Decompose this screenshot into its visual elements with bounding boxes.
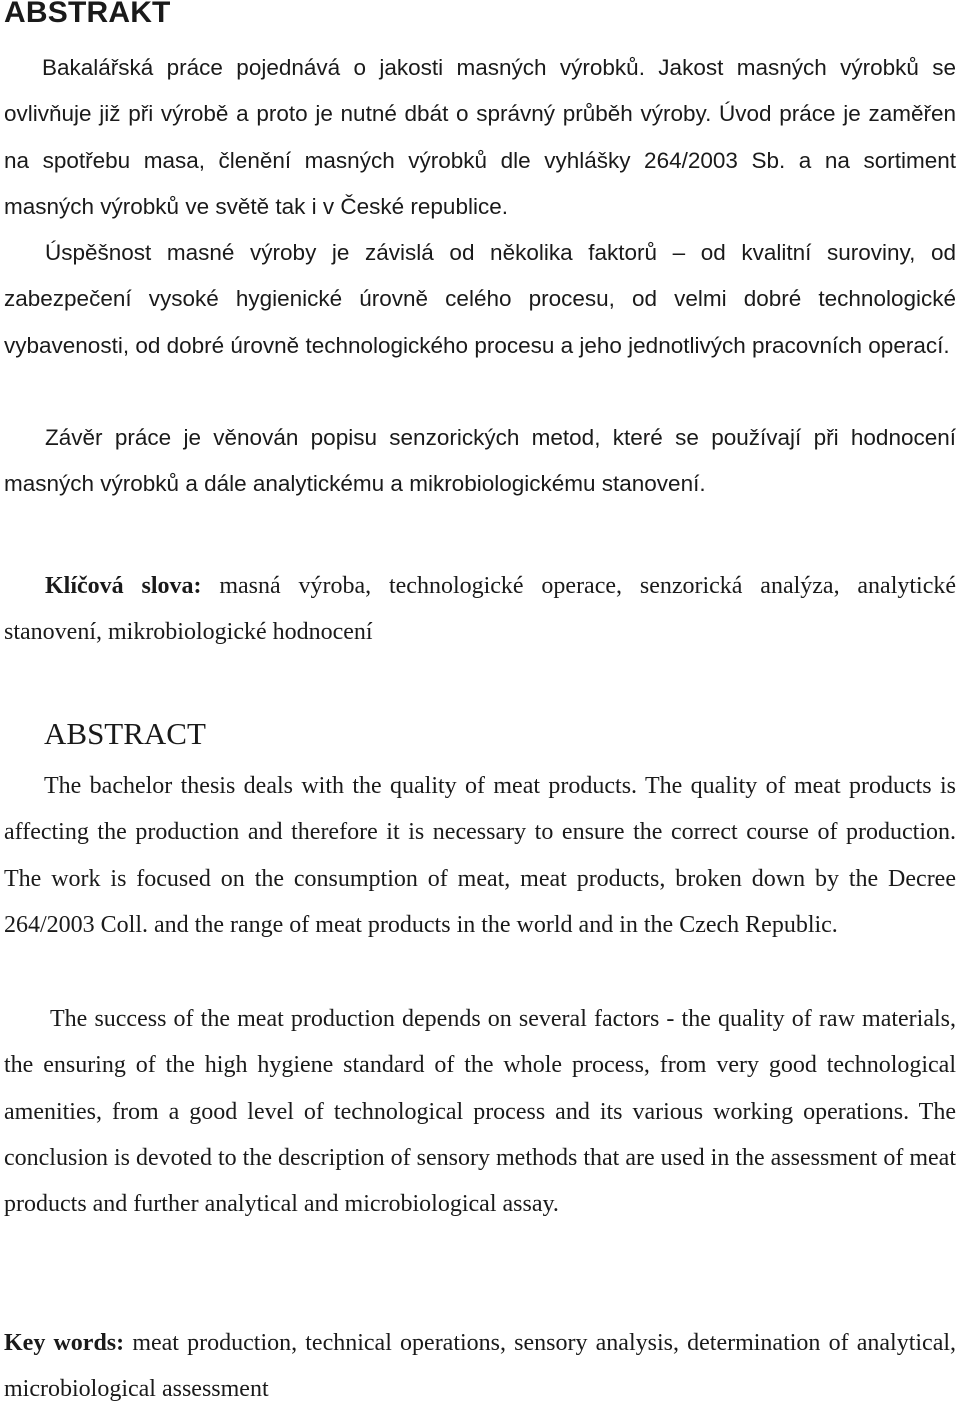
english-keywords [4,1320,956,1413]
czech-keywords [4,563,956,656]
czech-abstract-paragraph-2: Úspěšnost masné výroby je závislá od několika faktorů – od kvalitní suroviny, od zabezpečení vysoké hygienické úrovně celého procesu, od velmi dobré technologické vybavenosti, od dobré úrovně technologického procesu a jeho jednotlivých pracovních operací. [4,240,956,358]
czech-keywords-label: Klíčová slova: [45,573,202,599]
english-keywords-text: meat production, technical operations, sensory analysis, determination of analytical, microbiological assessment [4,1330,957,1403]
czech-abstract-heading: ABSTRAKT [4,0,171,29]
english-abstract-paragraph-1: The bachelor thesis deals with the quality of meat products. The quality of meat products is affecting the production and therefore it is necessary to ensure the correct course of production. The work is focused on the consumption of meat, meat products, broken down by the Decree 264/2003 Coll. and the range of meat products in the world and in the Czech Republic. [4,773,956,938]
english-abstract-paragraph-2: The success of the meat production depends on several factors - the quality of raw materials, the ensuring of the high hygiene standard of the whole process, from very good technological amenities, from a good level of technological process and its various working operations. The conclusion is devoted to the description of sensory methods that are used in the assessment of meat products and further analytical and microbiological assay. [4,1006,956,1218]
czech-abstract-paragraph-1: Bakalářská práce pojednává o jakosti masných výrobků. Jakost masných výrobků se ovlivňuje již při výrobě a proto je nutné dbát o správný průběh výroby. Úvod práce je zaměřen na spotřebu masa, členění masných výrobků dle vyhlášky 264/2003 Sb. a na sortiment masných výrobků ve světě tak i v České republice. [4,55,956,219]
english-abstract-heading: ABSTRACT [44,716,206,751]
czech-keywords-text: masná výroba, technologické operace, senzorická analýza, analytické stanovení, mikrobiologické hodnocení [4,573,957,646]
czech-abstract-paragraph-3: Závěr práce je věnován popisu senzorických metod, které se používají při hodnocení masných výrobků a dále analytickému a mikrobiologickému stanovení. [4,425,956,497]
english-keywords-label: Key words: [4,1330,125,1356]
